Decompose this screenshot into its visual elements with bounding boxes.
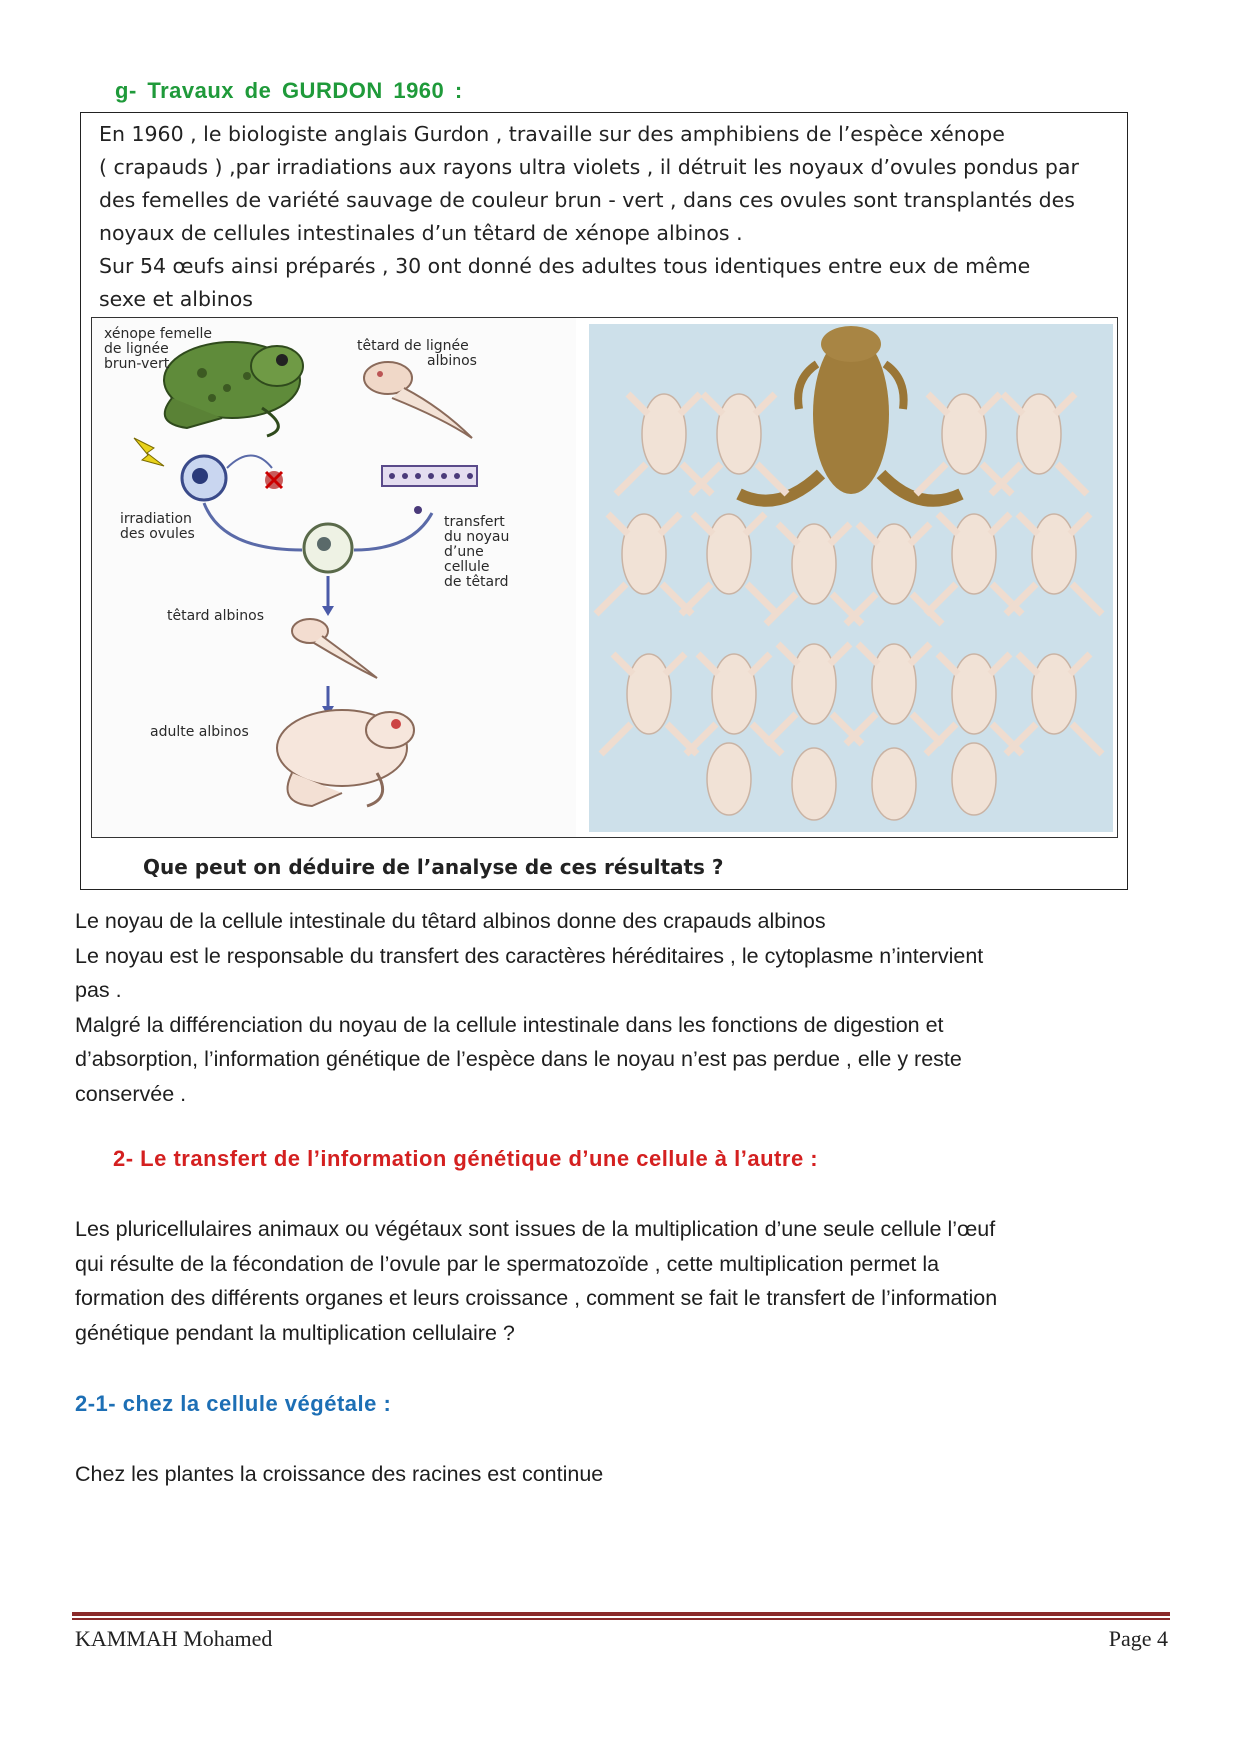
tadpole-label: têtard de lignée albinos <box>357 338 477 369</box>
intro-line: ( crapauds ) ,par irradiations aux rayons ultra violets , il détruit les noyaux d’ovules pondus par <box>99 155 1079 179</box>
irradiation-label: irradiation des ovules <box>120 511 195 542</box>
intro-line: noyaux de cellules intestinales d’un têtard de xénope albinos . <box>99 221 743 245</box>
paragraph-line: génétique pendant la multiplication cellulaire ? <box>75 1320 515 1345</box>
question: Que peut on déduire de l’analyse de ces résultats ? <box>143 855 724 879</box>
answer-line: Le noyau est le responsable du transfert des caractères héréditaires , le cytoplasme n’intervient <box>75 943 984 968</box>
answer-paragraph <box>75 904 1175 1111</box>
footer-rule-thin <box>72 1618 1170 1620</box>
paragraph-line: formation des différents organes et leurs croissance , comment se fait le transfert de l’information <box>75 1286 998 1310</box>
paragraph-line: qui résulte de la fécondation de l’ovule par le spermatozoïde , cette multiplication permet la <box>75 1251 940 1276</box>
intro-line: des femelles de variété sauvage de couleur brun - vert , dans ces ovules sont transplantés des <box>99 188 1075 212</box>
gurdon-figure <box>91 317 1118 838</box>
answer-line: Malgré la différenciation du noyau de la cellule intestinale dans les fonctions de digestion et <box>75 1012 944 1037</box>
answer-line: conservée . <box>75 1081 187 1106</box>
intro-line: sexe et albinos <box>99 287 253 311</box>
intro-line: En 1960 , le biologiste anglais Gurdon , travaille sur des amphibiens de l’espèce xénope <box>99 122 1005 146</box>
footer-rule-thick <box>72 1612 1170 1616</box>
intro-line: Sur 54 œufs ainsi préparés , 30 ont donné des adultes tous identiques entre eux de même <box>99 254 1031 278</box>
footer-author: KAMMAH Mohamed <box>75 1626 273 1651</box>
albino-adult-label: adulte albinos <box>150 724 249 740</box>
transfer-label: transfert du noyau d’une cellule de têtard <box>444 514 510 590</box>
albino-tadpole-label: têtard albinos <box>167 608 264 624</box>
nuclear-transfer-diagram <box>92 318 576 837</box>
paragraph-line: Les pluricellulaires animaux ou végétaux sont issues de la multiplication d’une seule cellule l’œuf <box>75 1217 996 1241</box>
section-heading-gurdon: g- Travaux de GURDON 1960 : <box>115 78 463 103</box>
section-heading-transfer: 2- Le transfert de l’information génétique d’une cellule à l’autre : <box>113 1146 819 1171</box>
answer-line: pas . <box>75 978 122 1002</box>
subsection-heading-plant-cell: 2-1- chez la cellule végétale : <box>75 1391 392 1416</box>
page-number: Page 4 <box>1108 1626 1168 1651</box>
answer-line: Le noyau de la cellule intestinale du têtard albinos donne des crapauds albinos <box>75 909 826 933</box>
plant-paragraph: Chez les plantes la croissance des racines est continue <box>75 1462 604 1486</box>
transfer-paragraph <box>75 1212 1175 1350</box>
cloned-frogs-photo <box>589 324 1113 832</box>
experiment-description <box>99 118 1119 316</box>
female-label: xénope femelle de lignée brun-vert <box>104 326 213 372</box>
answer-line: d’absorption, l’information génétique de l’espèce dans le noyau n’est pas perdue , elle y reste <box>75 1047 962 1071</box>
